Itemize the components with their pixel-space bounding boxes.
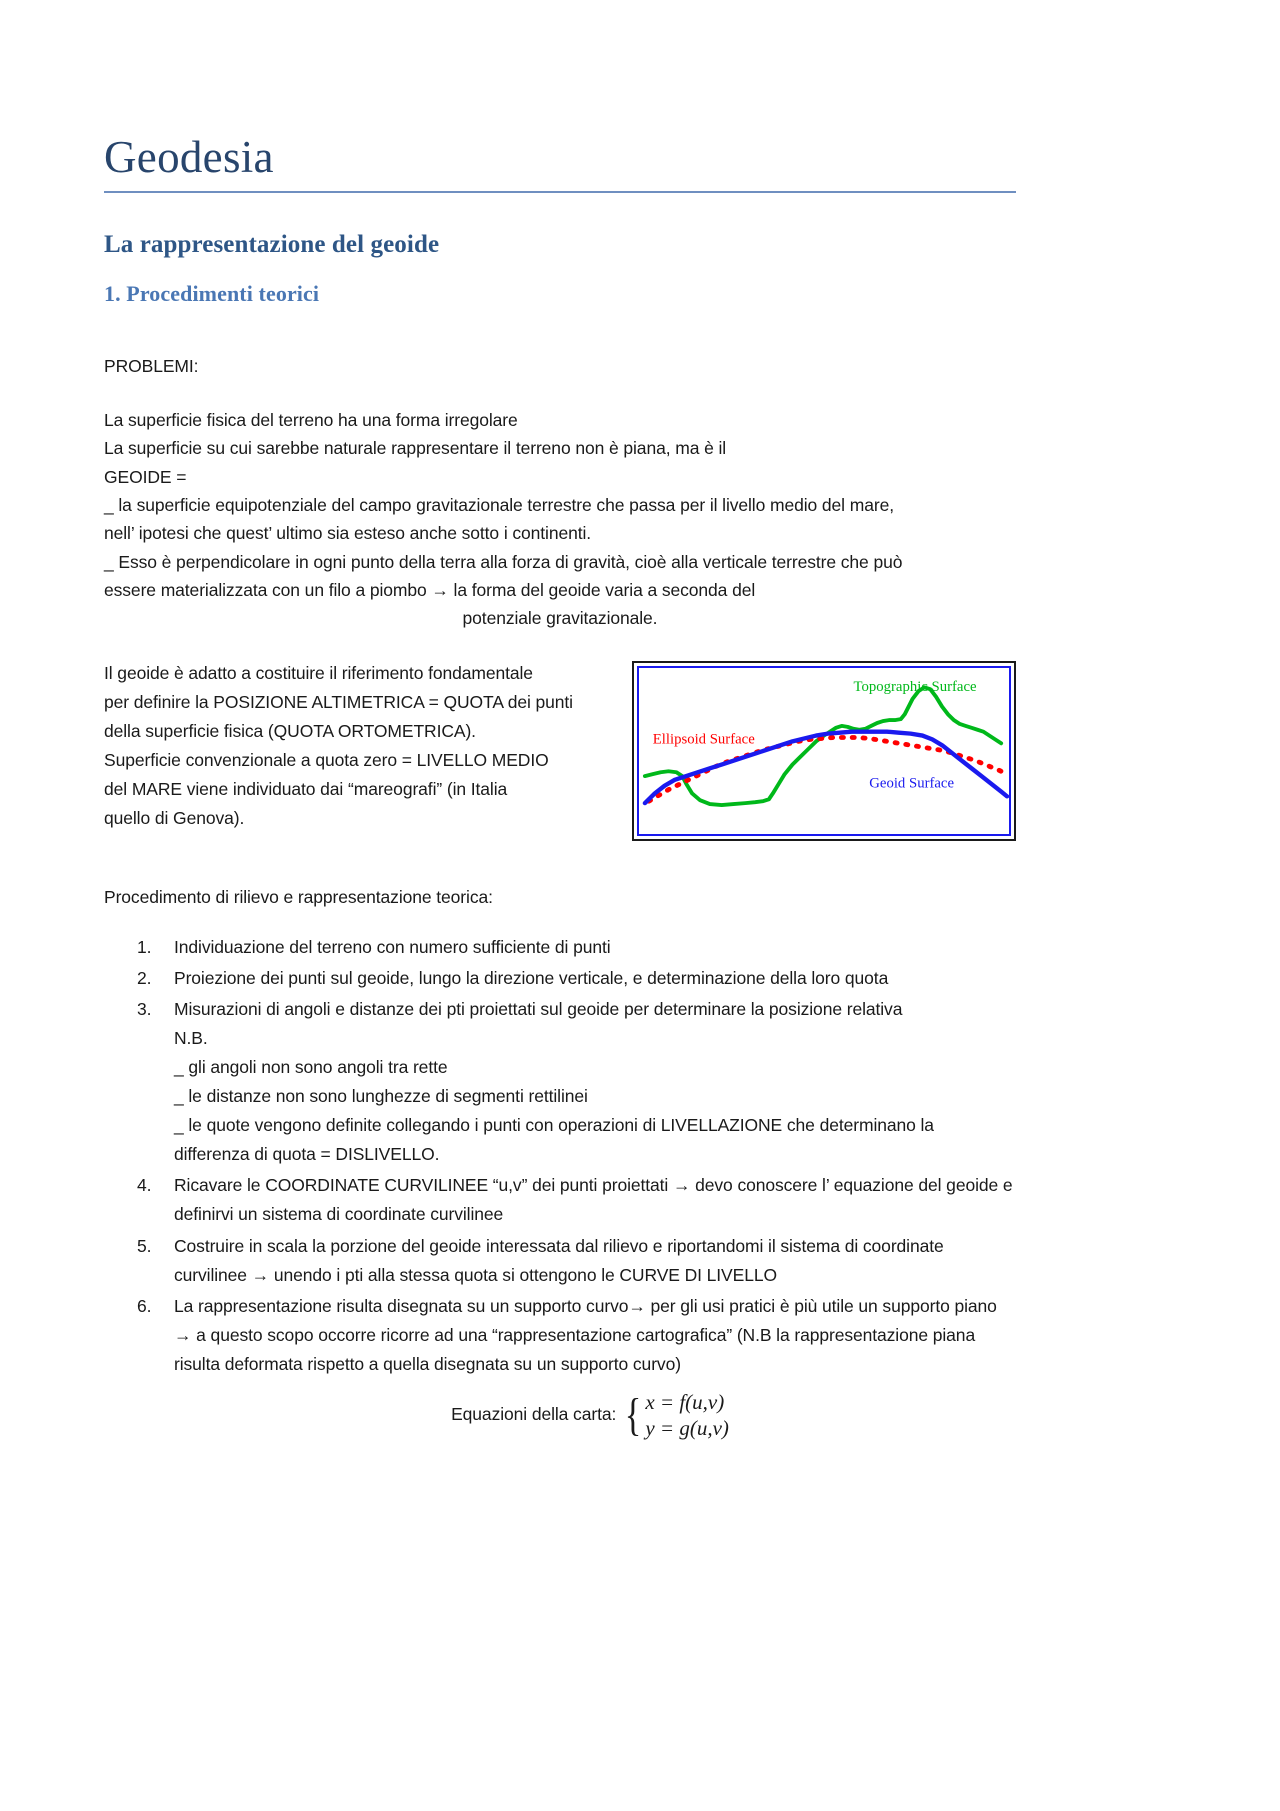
geoid-desc-line: quello di Genova). xyxy=(104,807,245,828)
list-item-text: La rappresentazione risulta disegnata su un supporto curvo→ per gli usi pratici è più utile un supporto piano → a questo scopo occorre ricorre ad una “rappresentazione cartografica” (N.B la rappresentazione piana risulta deformata rispetto a quella disegnata su un supporto curvo) xyxy=(174,1295,997,1374)
intro-line: _ la superficie equipotenziale del campo gravitazionale terrestre che passa per il livello medio del mare, xyxy=(104,494,894,515)
ellipsoid-surface-label: Ellipsoid Surface xyxy=(652,731,755,747)
list-item xyxy=(104,1171,1016,1229)
geoid-desc-line: per definire la POSIZIONE ALTIMETRICA = QUOTA dei punti xyxy=(104,691,573,712)
list-item-text: Individuazione del terreno con numero sufficiente di punti xyxy=(174,937,611,958)
list-item-subline: _ le quote vengono definite collegando i punti con operazioni di LIVELLAZIONE che determinano la xyxy=(174,1115,934,1136)
intro-line: nell’ ipotesi che quest’ ultimo sia esteso anche sotto i continenti. xyxy=(104,523,592,544)
procedure-steps-list xyxy=(104,911,1016,1379)
equation-brace: { xyxy=(624,1388,642,1440)
section-heading: La rappresentazione del geoide xyxy=(104,230,440,258)
geoid-figure xyxy=(632,661,1016,841)
problemi-label: PROBLEMI: xyxy=(104,355,199,376)
geoid-desc-line: Il geoide è adatto a costituire il riferimento fondamentale xyxy=(104,662,533,683)
list-item xyxy=(104,933,1016,962)
list-item-subline: differenza di quota = DISLIVELLO. xyxy=(174,1144,440,1165)
list-item-number: 2. xyxy=(137,968,152,989)
intro-line: La superficie su cui sarebbe naturale rappresentare il terreno non è piana, ma è il xyxy=(104,438,727,459)
intro-line: GEOIDE = xyxy=(104,466,187,487)
list-item-sublines xyxy=(174,1024,1016,1169)
list-item-text: Costruire in scala la porzione del geoide interessata dal rilievo e riportandomi il sistema di coordinate curvilinee → unendo i pti alla stessa quota si ottengono le CURVE DI LIVELLO xyxy=(174,1235,944,1285)
list-item xyxy=(104,1292,1016,1379)
intro-paragraph xyxy=(104,380,1016,633)
geoid-description-block xyxy=(104,633,1016,855)
geoid-desc-line: della superficie fisica (QUOTA ORTOMETRICA). xyxy=(104,720,476,741)
geoid-surface-label: Geoid Surface xyxy=(869,775,955,792)
equation-line-2: y = g(u,v) xyxy=(645,1415,729,1440)
list-item xyxy=(104,1232,1016,1290)
geoid-figure-inner xyxy=(637,666,1011,836)
subsection-heading: 1. Procedimenti teorici xyxy=(104,280,320,306)
list-item xyxy=(104,964,1016,993)
equation-body xyxy=(644,1389,729,1441)
list-item-subline: _ gli angoli non sono angoli tra rette xyxy=(174,1057,448,1078)
page-content xyxy=(104,0,1016,1441)
list-item-text: Proiezione dei punti sul geoide, lungo la direzione verticale, e determinazione della loro quota xyxy=(174,968,889,989)
geoid-desc-line: Superficie convenzionale a quota zero = LIVELLO MEDIO xyxy=(104,749,549,770)
intro-line: essere materializzata con un filo a piombo → la forma del geoide varia a seconda del xyxy=(104,580,756,600)
list-item-number: 5. xyxy=(137,1235,152,1256)
list-item xyxy=(104,995,1016,1169)
intro-line-centered: potenziale gravitazionale. xyxy=(462,608,658,629)
equation-label: Equazioni della carta: xyxy=(451,1404,617,1425)
list-item-number: 4. xyxy=(137,1175,152,1196)
list-item-text: Ricavare le COORDINATE CURVILINEE “u,v” dei punti proiettati → devo conoscere l’ equazione del geoide e definirvi un sistema di coordinate curvilinee xyxy=(174,1175,1013,1225)
page-title: Geodesia xyxy=(104,132,274,182)
list-item-text: Misurazioni di angoli e distanze dei pti proiettati sul geoide per determinare la posizione relativa xyxy=(174,999,903,1020)
list-item-number: 1. xyxy=(137,937,152,958)
carta-equation xyxy=(104,1381,1016,1441)
intro-line: _ Esso è perpendicolare in ogni punto della terra alla forza di gravità, cioè alla verticale terrestre che può xyxy=(104,551,903,572)
topographic-surface-label: Topographic Surface xyxy=(853,678,977,695)
list-item-subline: _ le distanze non sono lunghezze di segmenti rettilinei xyxy=(174,1086,588,1107)
intro-line: La superficie fisica del terreno ha una forma irregolare xyxy=(104,409,518,430)
equation-line-1: x = f(u,v) xyxy=(645,1389,725,1414)
procedimento-label: Procedimento di rilievo e rappresentazione teorica: xyxy=(104,886,493,907)
list-item-subline: N.B. xyxy=(174,1028,208,1049)
list-item-number: 6. xyxy=(137,1295,152,1316)
geoid-figure-svg xyxy=(639,668,1009,834)
list-item-number: 3. xyxy=(137,999,152,1020)
geoid-desc-line: del MARE viene individuato dai “mareografi” (in Italia xyxy=(104,778,508,799)
